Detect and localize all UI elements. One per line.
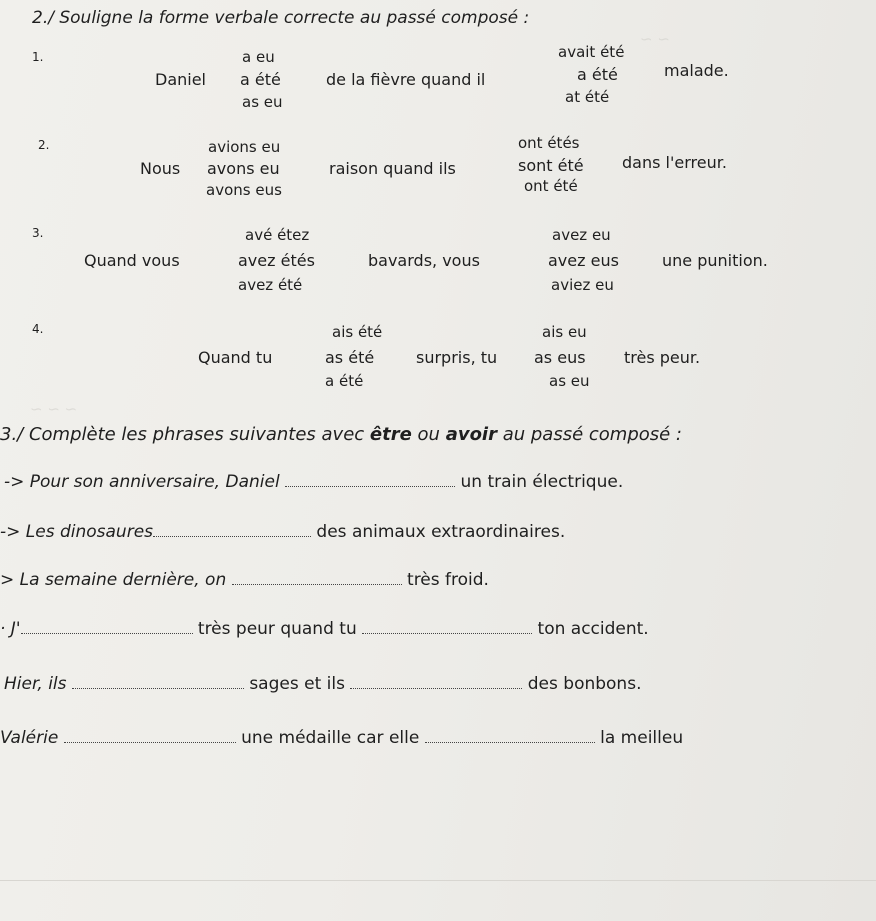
option-left-top[interactable]: avions eu: [208, 138, 281, 156]
line-text: Valérie: [0, 728, 64, 748]
item-number: 1.: [32, 50, 44, 64]
answer-blank[interactable]: [153, 524, 311, 537]
sentence-part: raison quand ils: [329, 159, 456, 178]
sentence-part: bavards, vous: [368, 251, 480, 270]
line-text: Hier, ils: [4, 674, 72, 694]
exercise-line: [0, 570, 489, 590]
option-right-mid[interactable]: a été: [577, 65, 618, 84]
exercise-line: [0, 619, 649, 639]
option-right-top[interactable]: avait été: [558, 43, 625, 61]
sentence-part: Daniel: [155, 70, 206, 89]
sentence-part: une punition.: [662, 251, 768, 270]
line-text: > La semaine dernière, on: [0, 570, 232, 590]
answer-blank[interactable]: [425, 730, 595, 743]
answer-blank[interactable]: [72, 676, 244, 689]
option-right-mid[interactable]: as eus: [534, 348, 586, 367]
line-text: des animaux extraordinaires.: [311, 522, 566, 542]
option-right-top[interactable]: ais eu: [542, 323, 587, 341]
item-number: 4.: [32, 322, 44, 336]
line-text: une médaille car elle: [235, 728, 425, 748]
sentence-part: malade.: [664, 61, 729, 80]
answer-blank[interactable]: [350, 676, 522, 689]
sentence-part: Quand tu: [198, 348, 273, 367]
option-right-mid[interactable]: avez eus: [548, 251, 619, 270]
answer-blank[interactable]: [285, 474, 455, 487]
title-part: ou: [411, 424, 446, 445]
exercise-line: [0, 522, 565, 542]
option-left-bot[interactable]: avons eus: [206, 181, 282, 199]
sentence-part: dans l'erreur.: [622, 153, 727, 172]
line-text: ton accident.: [532, 619, 649, 639]
line-text: très froid.: [401, 570, 489, 590]
section-2-title: 2./ Souligne la forme verbale correcte au passé composé :: [32, 8, 530, 28]
option-left-top[interactable]: a eu: [242, 48, 275, 66]
option-left-mid[interactable]: avons eu: [207, 159, 280, 178]
section-3-title: [0, 424, 682, 445]
option-left-mid[interactable]: avez étés: [238, 251, 315, 270]
sentence-part: Quand vous: [84, 251, 180, 270]
option-left-bot[interactable]: avez été: [238, 276, 303, 294]
sentence-part: très peur.: [624, 348, 701, 367]
option-right-top[interactable]: avez eu: [552, 226, 611, 244]
exercise-line: [4, 472, 623, 492]
option-right-top[interactable]: ont étés: [518, 134, 580, 152]
exercise-line: [4, 674, 641, 694]
option-right-mid[interactable]: sont été: [518, 156, 584, 175]
title-part: 3./ Complète les phrases suivantes avec: [0, 424, 370, 445]
line-text: · J': [0, 619, 21, 639]
answer-blank[interactable]: [64, 730, 236, 743]
option-right-bot[interactable]: as eu: [549, 372, 590, 390]
title-avoir: avoir: [445, 424, 497, 445]
page-fold-line: [0, 880, 876, 881]
option-right-bot[interactable]: ont été: [524, 177, 578, 195]
option-left-bot[interactable]: as eu: [242, 93, 283, 111]
option-right-bot[interactable]: aviez eu: [551, 276, 614, 294]
bleed-through: ∽ ∽ ∽: [30, 400, 78, 418]
exercise-line: [0, 728, 683, 748]
answer-blank[interactable]: [362, 621, 532, 634]
line-text: la meilleu: [594, 728, 684, 748]
sentence-part: de la fièvre quand il: [326, 70, 486, 89]
item-number: 2.: [38, 138, 50, 152]
option-right-bot[interactable]: at été: [565, 88, 610, 106]
line-text: très peur quand tu: [192, 619, 363, 639]
line-text: des bonbons.: [522, 674, 642, 694]
sentence-part: surpris, tu: [416, 348, 498, 367]
option-left-bot[interactable]: a été: [325, 372, 364, 390]
bleed-through: ∽ ∽: [640, 30, 670, 48]
title-etre: être: [369, 424, 412, 445]
item-number: 3.: [32, 226, 44, 240]
line-text: -> Pour son anniversaire, Daniel: [4, 472, 286, 492]
option-left-top[interactable]: avé étez: [245, 226, 310, 244]
option-left-mid[interactable]: as été: [325, 348, 375, 367]
line-text: -> Les dinosaures: [0, 522, 154, 542]
answer-blank[interactable]: [21, 621, 193, 634]
line-text: sages et ils: [243, 674, 351, 694]
title-part: au passé composé :: [496, 424, 682, 445]
option-left-top[interactable]: ais été: [332, 323, 383, 341]
option-left-mid[interactable]: a été: [240, 70, 281, 89]
line-text: un train électrique.: [455, 472, 624, 492]
sentence-part: Nous: [140, 159, 181, 178]
answer-blank[interactable]: [232, 572, 402, 585]
